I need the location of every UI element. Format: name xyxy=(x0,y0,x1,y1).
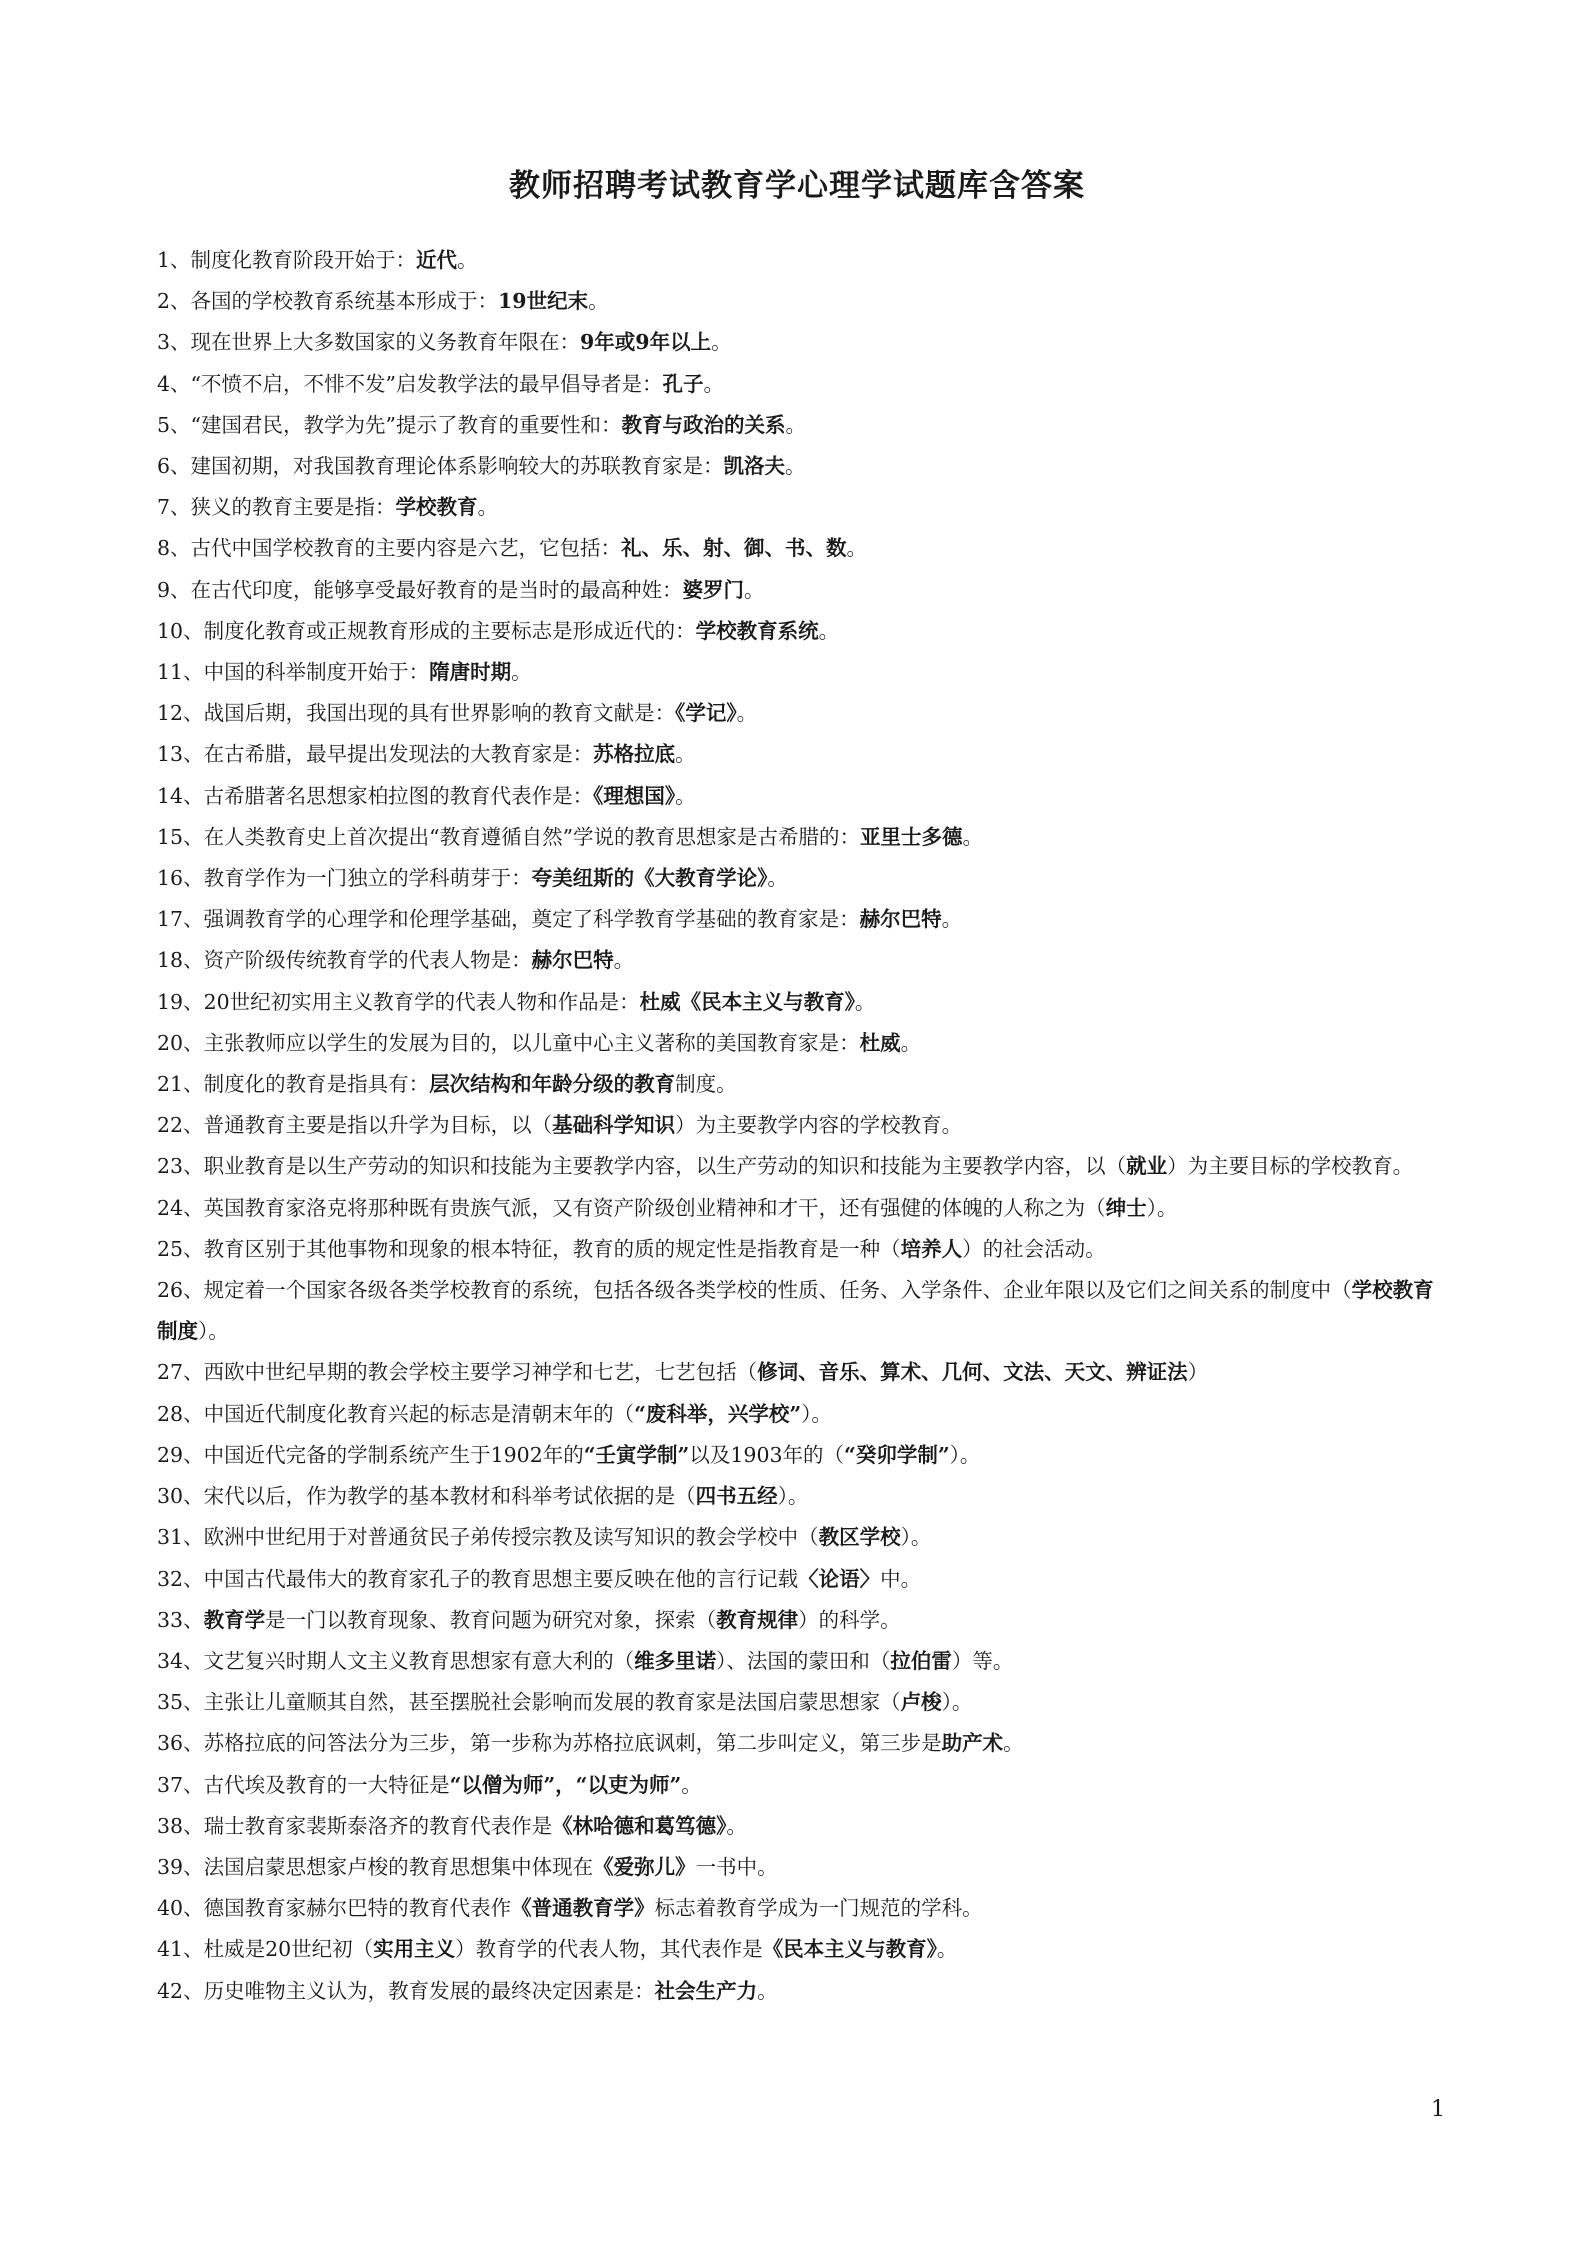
question-text: 2、各国的学校教育系统基本形成于： xyxy=(157,289,499,314)
answer-text: “以僧为师”，“以吏为师” xyxy=(449,1772,682,1797)
list-item xyxy=(157,240,1447,281)
answer-text: 教育学 xyxy=(203,1607,266,1632)
answer-text: 卢梭 xyxy=(900,1690,942,1715)
question-text: 5、“建国君民，教学为先”提示了教育的重要性和： xyxy=(157,412,622,437)
answer-text: 层次结构和年龄分级的教育 xyxy=(429,1072,676,1097)
list-item xyxy=(157,1105,1447,1146)
question-text: 23、职业教育是以生产劳动的知识和技能为主要教学内容，以生产劳动的知识和技能为主要教学内容，以（ xyxy=(157,1154,1127,1179)
list-item xyxy=(157,1146,1447,1187)
question-text: 。 xyxy=(675,783,696,808)
question-text: 29、中国近代完备的学制系统产生于1902年的 xyxy=(157,1442,584,1467)
question-text: ）。 xyxy=(198,1319,229,1344)
question-text: 是一门以教育现象、教育问题为研究对象，探索（ xyxy=(265,1607,717,1632)
question-text: 22、普通教育主要是指以升学为目标，以（ xyxy=(157,1113,553,1138)
answer-text: 社会生产力 xyxy=(654,1978,758,2003)
list-item xyxy=(157,1023,1447,1064)
answer-text: 〈论语〉 xyxy=(798,1566,881,1591)
answer-text: “废科举，兴学校” xyxy=(634,1401,802,1426)
question-text: 34、文艺复兴时期人文主义教育思想家有意大利的（ xyxy=(157,1648,635,1673)
list-item xyxy=(157,1641,1447,1682)
list-item xyxy=(157,1559,1447,1600)
list-item xyxy=(157,1476,1447,1517)
list-item xyxy=(157,281,1447,322)
question-text: 17、强调教育学的心理学和伦理学基础，奠定了科学教育学基础的教育家是： xyxy=(157,907,860,932)
question-text: 30、宋代以后，作为教学的基本教材和科举考试依据的是（ xyxy=(157,1484,696,1509)
question-text: 。 xyxy=(846,536,868,561)
question-text: 1、制度化教育阶段开始于： xyxy=(157,248,417,272)
answer-text: 《林哈德和葛笃德》 xyxy=(552,1813,727,1838)
list-item xyxy=(157,1600,1447,1641)
list-item xyxy=(157,1971,1447,2012)
question-text: 25、教育区别于其他事物和现象的根本特征，教育的质的规定性是指教育是一种（ xyxy=(157,1236,901,1261)
list-item xyxy=(157,1064,1447,1105)
answer-text: “壬寅学制” xyxy=(583,1442,690,1467)
list-item xyxy=(157,940,1447,981)
answer-text: 近代 xyxy=(416,248,458,272)
answer-text: 教育规律 xyxy=(716,1607,799,1632)
answer-text: 礼、乐、射、御、书、数 xyxy=(621,536,847,561)
question-text: 。 xyxy=(681,1772,702,1797)
answer-text: 隋唐时期 xyxy=(429,660,512,685)
list-item xyxy=(157,1682,1447,1723)
answer-text: 赫尔巴特 xyxy=(531,948,614,973)
answer-text: 教育与政治的关系 xyxy=(621,412,786,437)
question-text: 15、在人类教育史上首次提出“教育遵循自然”学说的教育思想家是古希腊的： xyxy=(157,824,861,849)
question-text: 13、在古希腊，最早提出发现法的大教育家是： xyxy=(157,742,594,767)
list-item xyxy=(157,405,1447,446)
question-text: 42、历史唯物主义认为，教育发展的最终决定因素是： xyxy=(157,1978,655,2003)
answer-text: 凯洛夫 xyxy=(723,454,786,479)
question-text: ）为主要教学内容的学校教育。 xyxy=(675,1113,963,1138)
question-text: 31、欧洲中世纪用于对普通贫民子弟传授宗教及读写知识的教会学校中（ xyxy=(157,1525,819,1550)
list-item xyxy=(157,528,1447,569)
list-item xyxy=(157,487,1447,528)
list-item xyxy=(157,1517,1447,1558)
answer-text: 拉伯雷 xyxy=(890,1648,952,1673)
list-item xyxy=(157,570,1447,611)
answer-text: 助产术 xyxy=(941,1731,1004,1756)
list-item xyxy=(157,693,1447,734)
list-item xyxy=(157,1188,1447,1229)
question-text: 。 xyxy=(588,289,609,314)
page-number: 1 xyxy=(1431,2097,1445,2122)
question-text: 。 xyxy=(1003,1731,1024,1756)
question-text: ）。 xyxy=(949,1442,981,1467)
question-text: 标志着教育学成为一门规范的学科。 xyxy=(654,1896,983,1921)
question-text: ）为主要目标的学校教育。 xyxy=(1167,1154,1414,1179)
question-text: 16、教育学作为一门独立的学科萌芽于： xyxy=(157,866,532,891)
question-text: 38、瑞士教育家裴斯泰洛齐的教育代表作是 xyxy=(157,1813,553,1838)
question-text: 中。 xyxy=(880,1566,922,1591)
answer-text: 19世纪末 xyxy=(498,289,589,314)
question-text: 18、资产阶级传统教育学的代表人物是： xyxy=(157,948,532,973)
question-text: ）。 xyxy=(777,1484,809,1509)
question-list xyxy=(157,240,1447,2012)
list-item xyxy=(157,858,1447,899)
question-text: 36、苏格拉底的问答法分为三步，第一步称为苏格拉底讽刺，第二步叫定义，第三步是 xyxy=(157,1731,942,1756)
answer-text: 赫尔巴特 xyxy=(859,907,942,932)
answer-text: 修词、音乐、算术、几何、文法、天文、辨证法 xyxy=(757,1360,1188,1385)
question-text: 41、杜威是20世纪初（ xyxy=(157,1937,374,1962)
answer-text: 学校教育制度 xyxy=(157,1278,1434,1344)
answer-text: 9年或9年以上 xyxy=(580,330,712,355)
list-item xyxy=(157,1765,1447,1806)
question-text: 35、主张让儿童顺其自然，甚至摆脱社会影响而发展的教育家是法国启蒙思想家（ xyxy=(157,1690,901,1715)
question-text: 。 xyxy=(477,495,499,520)
question-text: ）、法国的蒙田和（ xyxy=(716,1648,891,1673)
question-text: 。 xyxy=(726,1813,747,1838)
list-item xyxy=(157,1270,1447,1352)
answer-text: 《普通教育学》 xyxy=(511,1896,655,1921)
list-item xyxy=(157,322,1447,363)
answer-text: 亚里士多德 xyxy=(860,824,963,849)
question-text: 21、制度化的教育是指具有： xyxy=(157,1072,430,1097)
question-text: ）。 xyxy=(1146,1195,1178,1220)
answer-text: 培养人 xyxy=(900,1236,963,1261)
answer-text: 四书五经 xyxy=(695,1484,778,1509)
list-item xyxy=(157,652,1447,693)
answer-text: 苏格拉底 xyxy=(593,742,676,767)
question-text: 。 xyxy=(818,618,840,643)
answer-text: 婆罗门 xyxy=(682,577,745,602)
answer-text: 《民本主义与教育》 xyxy=(762,1937,937,1962)
question-text: ）教育学的代表人物，其代表作是 xyxy=(455,1937,763,1962)
question-text: 。 xyxy=(457,248,478,272)
answer-text: 绅士 xyxy=(1105,1195,1147,1220)
question-text: 一书中。 xyxy=(695,1854,778,1879)
answer-text: “癸卯学制” xyxy=(844,1442,950,1467)
question-text: 。 xyxy=(785,454,806,479)
question-text: 12、战国后期，我国出现的具有世界影响的教育文献是： xyxy=(157,701,676,726)
question-text: ）等。 xyxy=(951,1648,1014,1673)
question-text: 。 xyxy=(962,824,984,849)
answer-text: 教区学校 xyxy=(818,1525,901,1550)
question-text: 9、在古代印度，能够享受最好教育的是当时的最高种姓： xyxy=(157,577,683,602)
answer-text: 实用主义 xyxy=(373,1937,456,1962)
question-text: 10、制度化教育或正规教育形成的主要标志是形成近代的： xyxy=(157,618,696,643)
list-item xyxy=(157,446,1447,487)
question-text: 。 xyxy=(785,412,807,437)
question-text: 。 xyxy=(703,371,725,396)
answer-text: 杜威 xyxy=(859,1030,901,1055)
question-text: 14、古希腊著名思想家柏拉图的教育代表作是： xyxy=(157,783,594,808)
list-item xyxy=(157,776,1447,817)
question-text: ）。 xyxy=(900,1525,932,1550)
question-text: 。 xyxy=(757,1978,778,2003)
question-text: 26、规定着一个国家各级各类学校教育的系统，包括各级各类学校的性质、任务、入学条件、企业年限以及它们之间关系的制度中（ xyxy=(157,1278,1352,1303)
question-text: 。 xyxy=(854,989,876,1014)
question-text: 11、中国的科举制度开始于： xyxy=(157,660,430,685)
question-text: 4、“不愤不启，不悱不发”启发教学法的最早倡导者是： xyxy=(157,371,663,396)
answer-text: 学校教育 xyxy=(395,495,478,520)
question-text: 。 xyxy=(744,577,765,602)
question-text: 28、中国近代制度化教育兴起的标志是清朝末年的（ xyxy=(157,1401,635,1426)
list-item xyxy=(157,1847,1447,1888)
list-item xyxy=(157,1888,1447,1929)
list-item xyxy=(157,1352,1447,1393)
question-text: 。 xyxy=(900,1030,922,1055)
document-title: 教师招聘考试教育学心理学试题库含答案 xyxy=(509,168,1085,204)
question-text: 6、建国初期，对我国教育理论体系影响较大的苏联教育家是： xyxy=(157,454,724,479)
answer-text: 就业 xyxy=(1126,1154,1168,1179)
list-item xyxy=(157,1435,1447,1476)
question-text: 8、古代中国学校教育的主要内容是六艺，它包括： xyxy=(157,536,622,561)
question-text: 制度。 xyxy=(675,1072,737,1097)
list-item xyxy=(157,611,1447,652)
list-item xyxy=(157,734,1447,775)
answer-text: 孔子 xyxy=(662,371,704,396)
question-text: 。 xyxy=(711,330,732,355)
answer-text: 维多里诺 xyxy=(634,1648,717,1673)
list-item xyxy=(157,1229,1447,1270)
list-item xyxy=(157,364,1447,405)
question-text: 。 xyxy=(767,866,788,891)
answer-text: 《学记》 xyxy=(675,701,737,726)
question-text: 19、20世纪初实用主义教育学的代表人物和作品是： xyxy=(157,989,640,1014)
answer-text: 《理想国》 xyxy=(593,783,676,808)
question-text: 。 xyxy=(675,742,696,767)
question-text: 。 xyxy=(936,1937,958,1962)
question-text: 40、德国教育家赫尔巴特的教育代表作 xyxy=(157,1896,512,1921)
question-text: 。 xyxy=(613,948,635,973)
question-text: 39、法国启蒙思想家卢梭的教育思想集中体现在 xyxy=(157,1854,594,1879)
question-text: 20、主张教师应以学生的发展为目的，以儿童中心主义著称的美国教育家是： xyxy=(157,1030,860,1055)
question-text: 27、西欧中世纪早期的教会学校主要学习神学和七艺，七艺包括（ xyxy=(157,1360,758,1385)
answer-text: 学校教育系统 xyxy=(695,618,819,643)
question-text: 。 xyxy=(941,907,963,932)
question-text: ）。 xyxy=(801,1401,832,1426)
question-text: 33、 xyxy=(157,1607,204,1632)
question-text: ）。 xyxy=(941,1690,973,1715)
question-text: 7、狭义的教育主要是指： xyxy=(157,495,396,520)
list-item xyxy=(157,1929,1447,1970)
question-text: 37、古代埃及教育的一大特征是 xyxy=(157,1772,450,1797)
question-text: ） xyxy=(1187,1360,1209,1385)
list-item xyxy=(157,982,1447,1023)
answer-text: 《爱弥儿》 xyxy=(593,1854,696,1879)
question-text: 32、中国古代最伟大的教育家孔子的教育思想主要反映在他的言行记载 xyxy=(157,1566,799,1591)
answer-text: 杜威《民本主义与教育》 xyxy=(639,989,855,1014)
list-item xyxy=(157,1723,1447,1764)
answer-text: 基础科学知识 xyxy=(552,1113,676,1138)
question-text: 以及1903年的（ xyxy=(689,1442,845,1467)
list-item xyxy=(157,817,1447,858)
list-item xyxy=(157,899,1447,940)
list-item xyxy=(157,1806,1447,1847)
question-text: 。 xyxy=(736,701,758,726)
question-text: ）的社会活动。 xyxy=(962,1236,1106,1261)
list-item xyxy=(157,1394,1447,1435)
question-text: 。 xyxy=(511,660,532,685)
answer-text: 夸美纽斯的《大教育学论》 xyxy=(531,866,768,891)
question-text: ）的科学。 xyxy=(798,1607,901,1632)
question-text: 24、英国教育家洛克将那种既有贵族气派，又有资产阶级创业精神和才干，还有强健的体魄的人称之为（ xyxy=(157,1195,1106,1220)
question-text: 3、现在世界上大多数国家的义务教育年限在： xyxy=(157,330,581,355)
